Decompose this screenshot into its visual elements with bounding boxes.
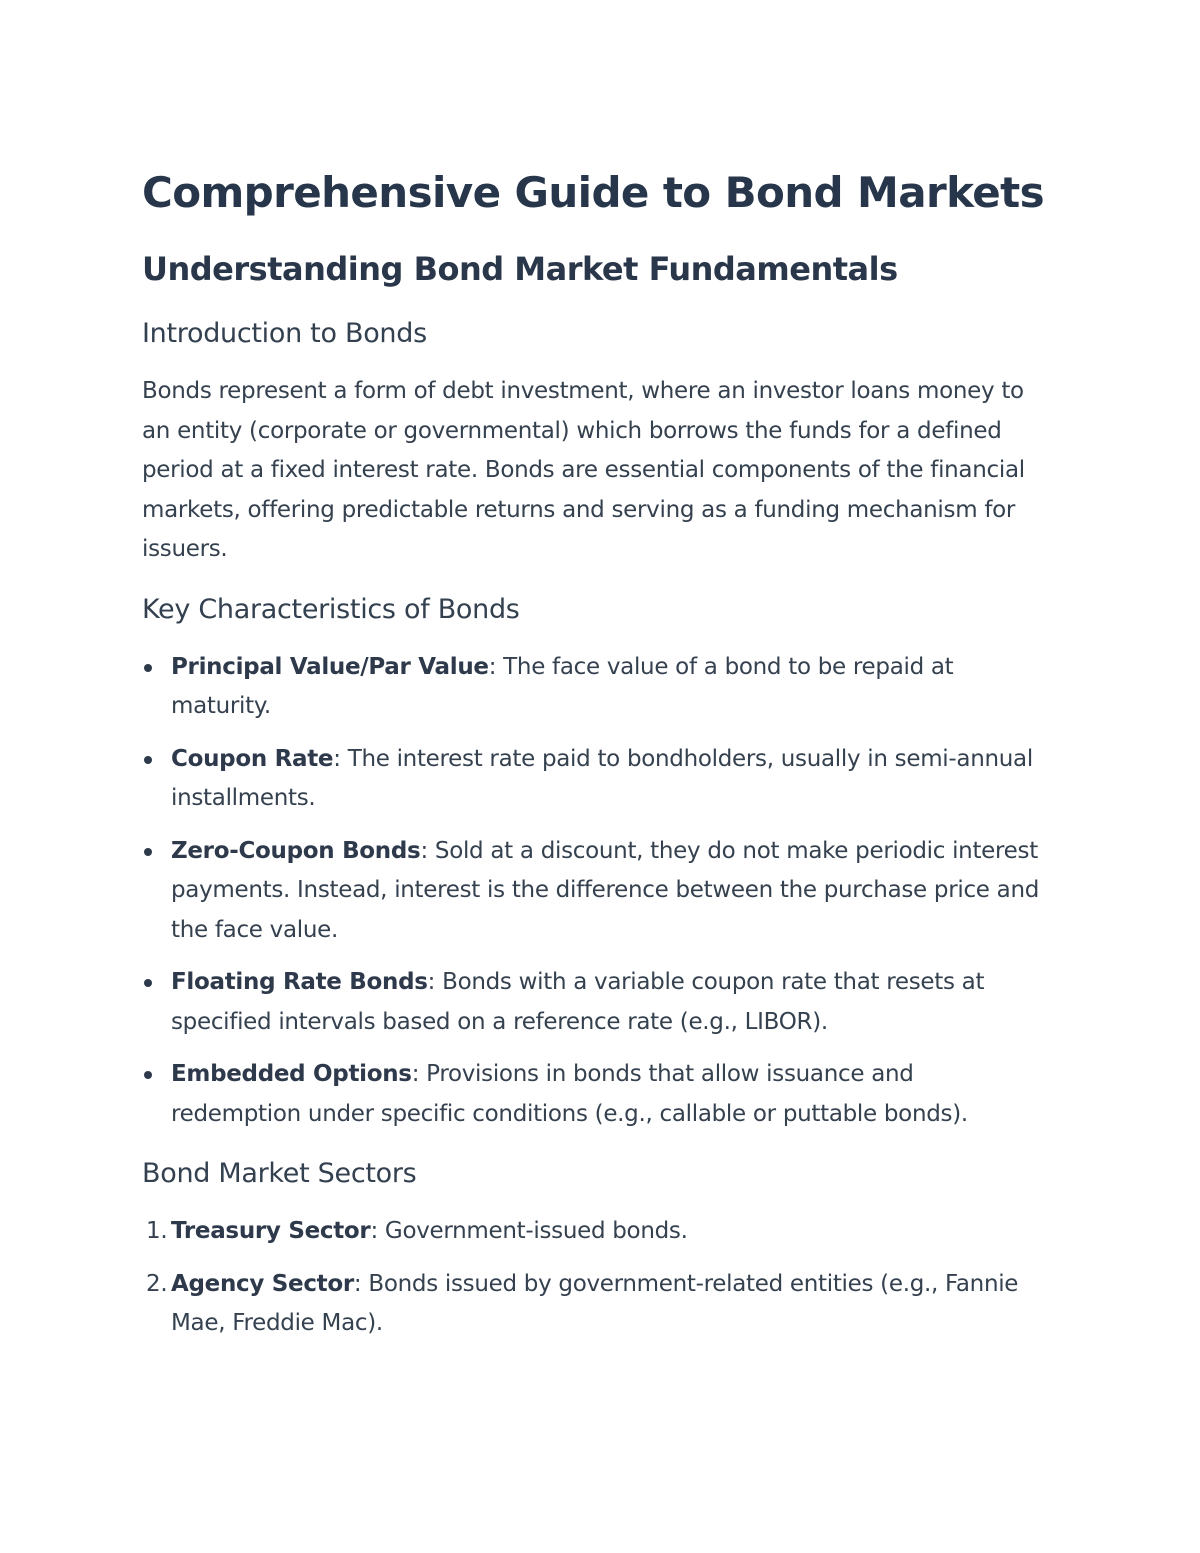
bullet-icon — [144, 979, 152, 987]
term-label: Agency Sector — [171, 1270, 354, 1297]
characteristics-list — [142, 648, 1042, 1135]
term-label: Coupon Rate — [171, 745, 334, 772]
sectors-heading: Bond Market Sectors — [142, 1158, 417, 1189]
characteristics-heading: Key Characteristics of Bonds — [142, 593, 520, 625]
list-item — [142, 1265, 1042, 1344]
section-heading: Understanding Bond Market Fundamentals — [142, 250, 898, 288]
bullet-icon — [144, 848, 152, 856]
list-item — [142, 1212, 1042, 1252]
term-label: Zero-Coupon Bonds — [171, 837, 421, 864]
list-item — [142, 648, 1042, 727]
sectors-list — [142, 1212, 1042, 1344]
term-label: Treasury Sector — [171, 1218, 371, 1244]
term-description: : The interest rate paid to bondholders, usually in semi-annual installments. — [171, 745, 1033, 811]
term-label: Floating Rate Bonds — [171, 969, 428, 995]
list-item — [142, 740, 1042, 819]
document-page — [142, 160, 1045, 1357]
list-number: 2. — [146, 1270, 168, 1297]
term-label: Principal Value/Par Value — [171, 653, 489, 680]
term-label: Embedded Options — [171, 1061, 412, 1087]
term-description: : Sold at a discount, they do not make periodic interest payments. Instead, interest is the difference between the purchase price and the face value. — [171, 837, 1040, 943]
list-item — [142, 963, 1042, 1042]
intro-heading: Introduction to Bonds — [142, 318, 427, 349]
term-description: : Provisions in bonds that allow issuance and redemption under specific conditions (e.g., callable or puttable bonds). — [171, 1061, 968, 1127]
bullet-icon — [144, 664, 152, 672]
term-description: : Bonds issued by government-related entities (e.g., Fannie Mae, Freddie Mac). — [171, 1270, 1019, 1336]
bullet-icon — [144, 756, 152, 764]
term-description: : The face value of a bond to be repaid at maturity. — [171, 653, 954, 719]
intro-paragraph: Bonds represent a form of debt investment, where an investor loans money to an entity (corporate or governmental) which borrows the funds for a defined period at a fixed interest rate. Bonds are essential components of the financial markets, offering predictable returns and serving as a funding mechanism for issuers. — [142, 378, 1025, 562]
document-title: Comprehensive Guide to Bond Markets — [142, 168, 1045, 217]
list-item — [142, 832, 1042, 951]
term-description: : Government-issued bonds. — [370, 1218, 688, 1244]
term-description: : Bonds with a variable coupon rate that resets at specified intervals based on a reference rate (e.g., LIBOR). — [171, 969, 985, 1035]
bullet-icon — [144, 1071, 152, 1079]
list-item — [142, 1055, 1042, 1134]
list-number: 1. — [146, 1218, 168, 1244]
